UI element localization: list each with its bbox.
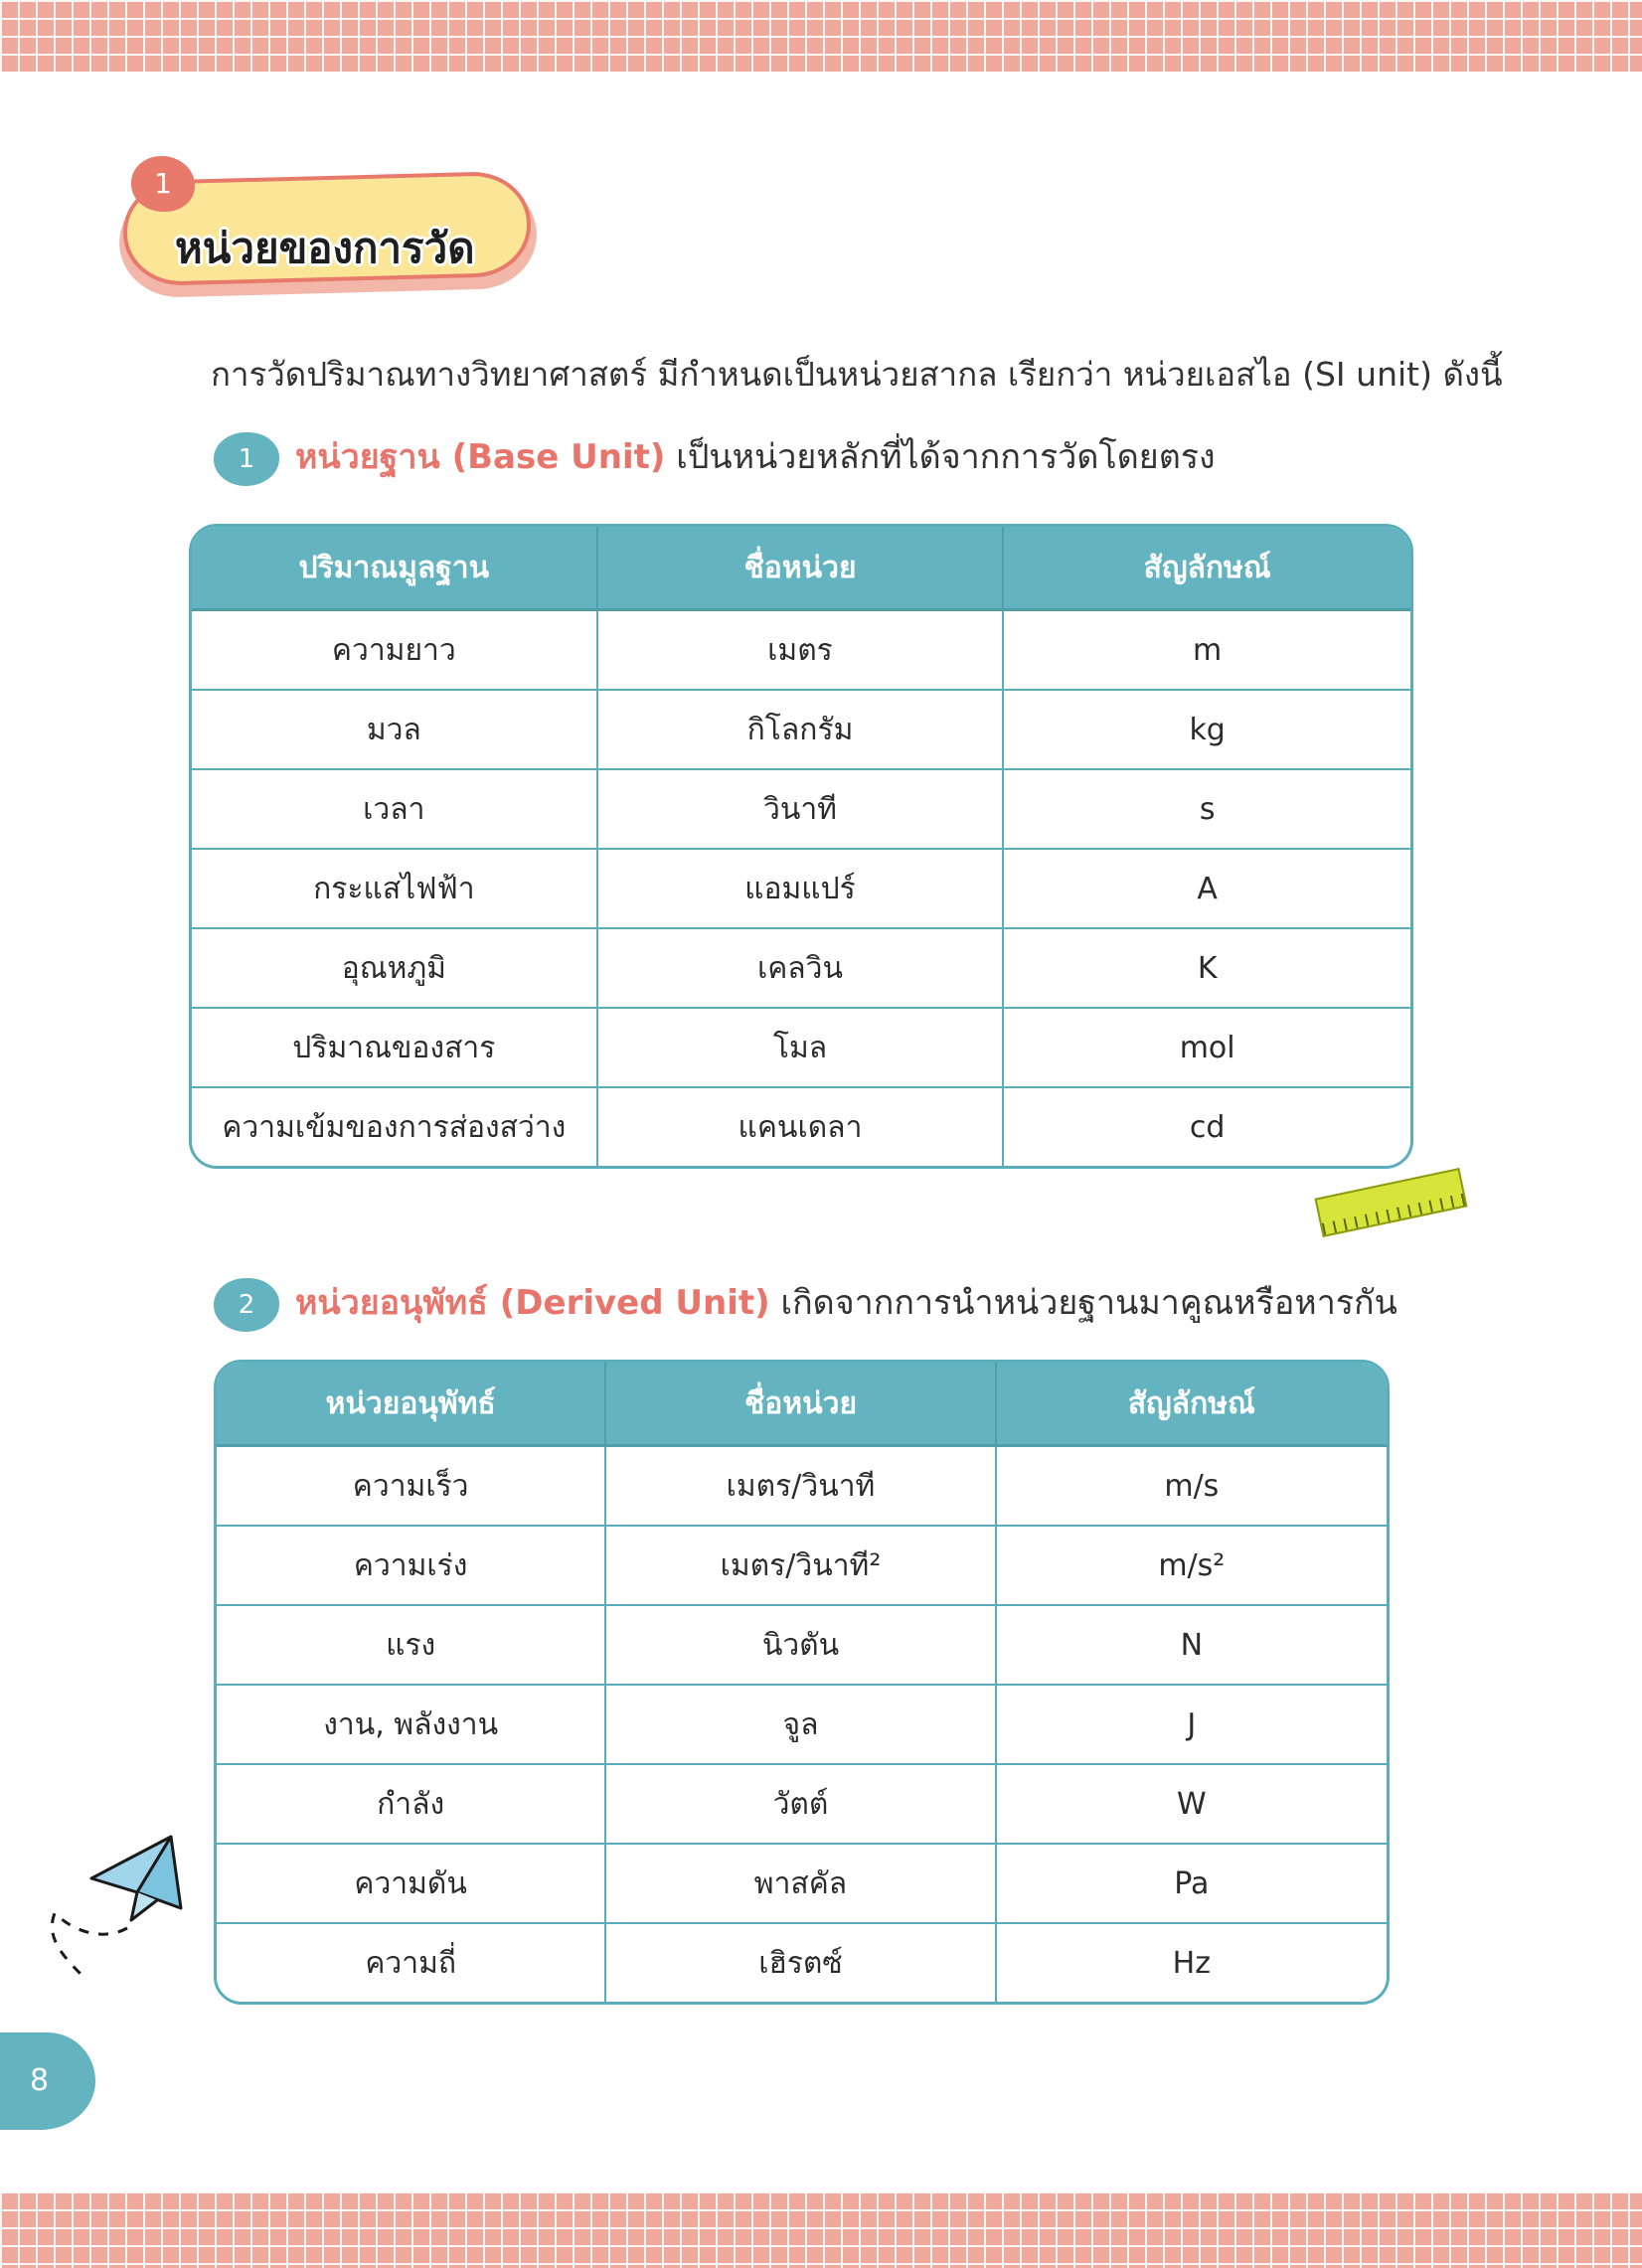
derived-unit-title: หน่วยอนุพัทธ์ (Derived Unit) xyxy=(295,1283,770,1323)
unit-name-cell: เฮิรตซ์ xyxy=(606,1924,996,2002)
quantity-cell: ปริมาณของสาร xyxy=(192,1009,598,1088)
symbol-cell: m/s² xyxy=(997,1527,1387,1606)
table-row xyxy=(217,1527,1387,1606)
bottom-grid-border xyxy=(0,2191,1642,2268)
unit-name-cell: นิวตัน xyxy=(606,1606,996,1686)
table-row xyxy=(192,691,1410,770)
table-row xyxy=(217,1924,1387,2002)
symbol-cell: K xyxy=(1004,929,1410,1009)
unit-name-cell: จูล xyxy=(606,1686,996,1765)
table-header-row xyxy=(192,527,1410,611)
quantity-cell: กำลัง xyxy=(217,1765,606,1845)
quantity-cell: ความยาว xyxy=(192,611,598,691)
paper-plane-icon xyxy=(40,1829,199,1998)
quantity-cell: ความเร็ว xyxy=(217,1447,606,1527)
section-number: 1 xyxy=(131,156,195,212)
symbol-cell: cd xyxy=(1189,1109,1226,1145)
symbol-cell: kg xyxy=(1004,691,1410,770)
base-unit-title: หน่วยฐาน (Base Unit) xyxy=(295,437,666,477)
unit-name-cell: เมตร/วินาที xyxy=(606,1447,996,1527)
page-number: 8 xyxy=(0,2032,95,2130)
symbol-cell: N xyxy=(997,1606,1387,1686)
unit-name-cell: วินาที xyxy=(598,770,1005,850)
section-title-badge xyxy=(119,154,537,303)
symbol-cell: J xyxy=(997,1686,1387,1765)
quantity-cell: งาน, พลังงาน xyxy=(217,1686,606,1765)
table-row xyxy=(217,1447,1387,1527)
table-header-row xyxy=(217,1363,1387,1447)
symbol-cell: Pa xyxy=(997,1845,1387,1924)
table-row xyxy=(192,929,1410,1009)
unit-name-cell: โมล xyxy=(598,1009,1005,1088)
unit-name-cell: เมตร/วินาที² xyxy=(606,1527,996,1606)
base-unit-heading xyxy=(214,429,1216,486)
quantity-cell: มวล xyxy=(192,691,598,770)
quantity-cell: ความเข้มของการส่องสว่าง xyxy=(192,1088,598,1166)
column-header: ชื่อหน่วย xyxy=(598,527,1005,611)
symbol-cell: m xyxy=(1004,611,1410,691)
quantity-cell: แรง xyxy=(217,1606,606,1686)
quantity-cell: กระแสไฟฟ้า xyxy=(192,850,598,929)
quantity-cell: ความดัน xyxy=(217,1845,606,1924)
section-title: หน่วยของการวัด xyxy=(175,224,475,272)
table-row xyxy=(192,1009,1410,1088)
symbol-cell: mol xyxy=(1004,1009,1410,1088)
base-unit-description: เป็นหน่วยหลักที่ได้จากการวัดโดยตรง xyxy=(676,437,1216,477)
symbol-cell: A xyxy=(1004,850,1410,929)
table-row xyxy=(217,1686,1387,1765)
table-row xyxy=(217,1606,1387,1686)
table-row xyxy=(192,1088,1410,1166)
unit-name-cell: แอมแปร์ xyxy=(598,850,1005,929)
quantity-cell: เวลา xyxy=(192,770,598,850)
column-header: สัญลักษณ์ xyxy=(1004,527,1410,611)
table-row xyxy=(192,770,1410,850)
derived-unit-heading xyxy=(214,1275,1397,1332)
quantity-cell: อุณหภูมิ xyxy=(192,929,598,1009)
column-header: หน่วยอนุพัทธ์ xyxy=(217,1363,606,1447)
derived-unit-number: 2 xyxy=(214,1278,279,1332)
unit-name-cell: เมตร xyxy=(598,611,1005,691)
unit-name-cell: พาสคัล xyxy=(606,1845,996,1924)
quantity-cell: ความถี่ xyxy=(217,1924,606,2002)
table-row xyxy=(217,1765,1387,1845)
table-row xyxy=(192,850,1410,929)
table-row xyxy=(192,611,1410,691)
table-row xyxy=(217,1845,1387,1924)
base-unit-number: 1 xyxy=(214,432,279,486)
quantity-cell: ความเร่ง xyxy=(217,1527,606,1606)
top-grid-border xyxy=(0,0,1642,72)
unit-name-cell: เคลวิน xyxy=(598,929,1005,1009)
symbol-cell: W xyxy=(997,1765,1387,1845)
symbol-cell: m/s xyxy=(997,1447,1387,1527)
unit-name-cell: แคนเดลา xyxy=(598,1088,1005,1166)
derived-units-table xyxy=(214,1360,1390,2005)
unit-name-cell: กิโลกรัม xyxy=(598,691,1005,770)
base-units-table xyxy=(189,524,1413,1169)
derived-unit-description: เกิดจากการนำหน่วยฐานมาคูณหรือหารกัน xyxy=(780,1283,1397,1323)
column-header: ชื่อหน่วย xyxy=(606,1363,996,1447)
ruler-icon xyxy=(1314,1168,1467,1237)
unit-name-cell: วัตต์ xyxy=(606,1765,996,1845)
column-header: ปริมาณมูลฐาน xyxy=(192,527,598,611)
symbol-cell: s xyxy=(1004,770,1410,850)
intro-paragraph: การวัดปริมาณทางวิทยาศาสตร์ มีกำหนดเป็นหน่วยสากล เรียกว่า หน่วยเอสไอ (SI unit) ดังนี้ xyxy=(211,355,1503,394)
symbol-cell: Hz xyxy=(1172,1945,1211,1981)
column-header: สัญลักษณ์ xyxy=(997,1363,1387,1447)
